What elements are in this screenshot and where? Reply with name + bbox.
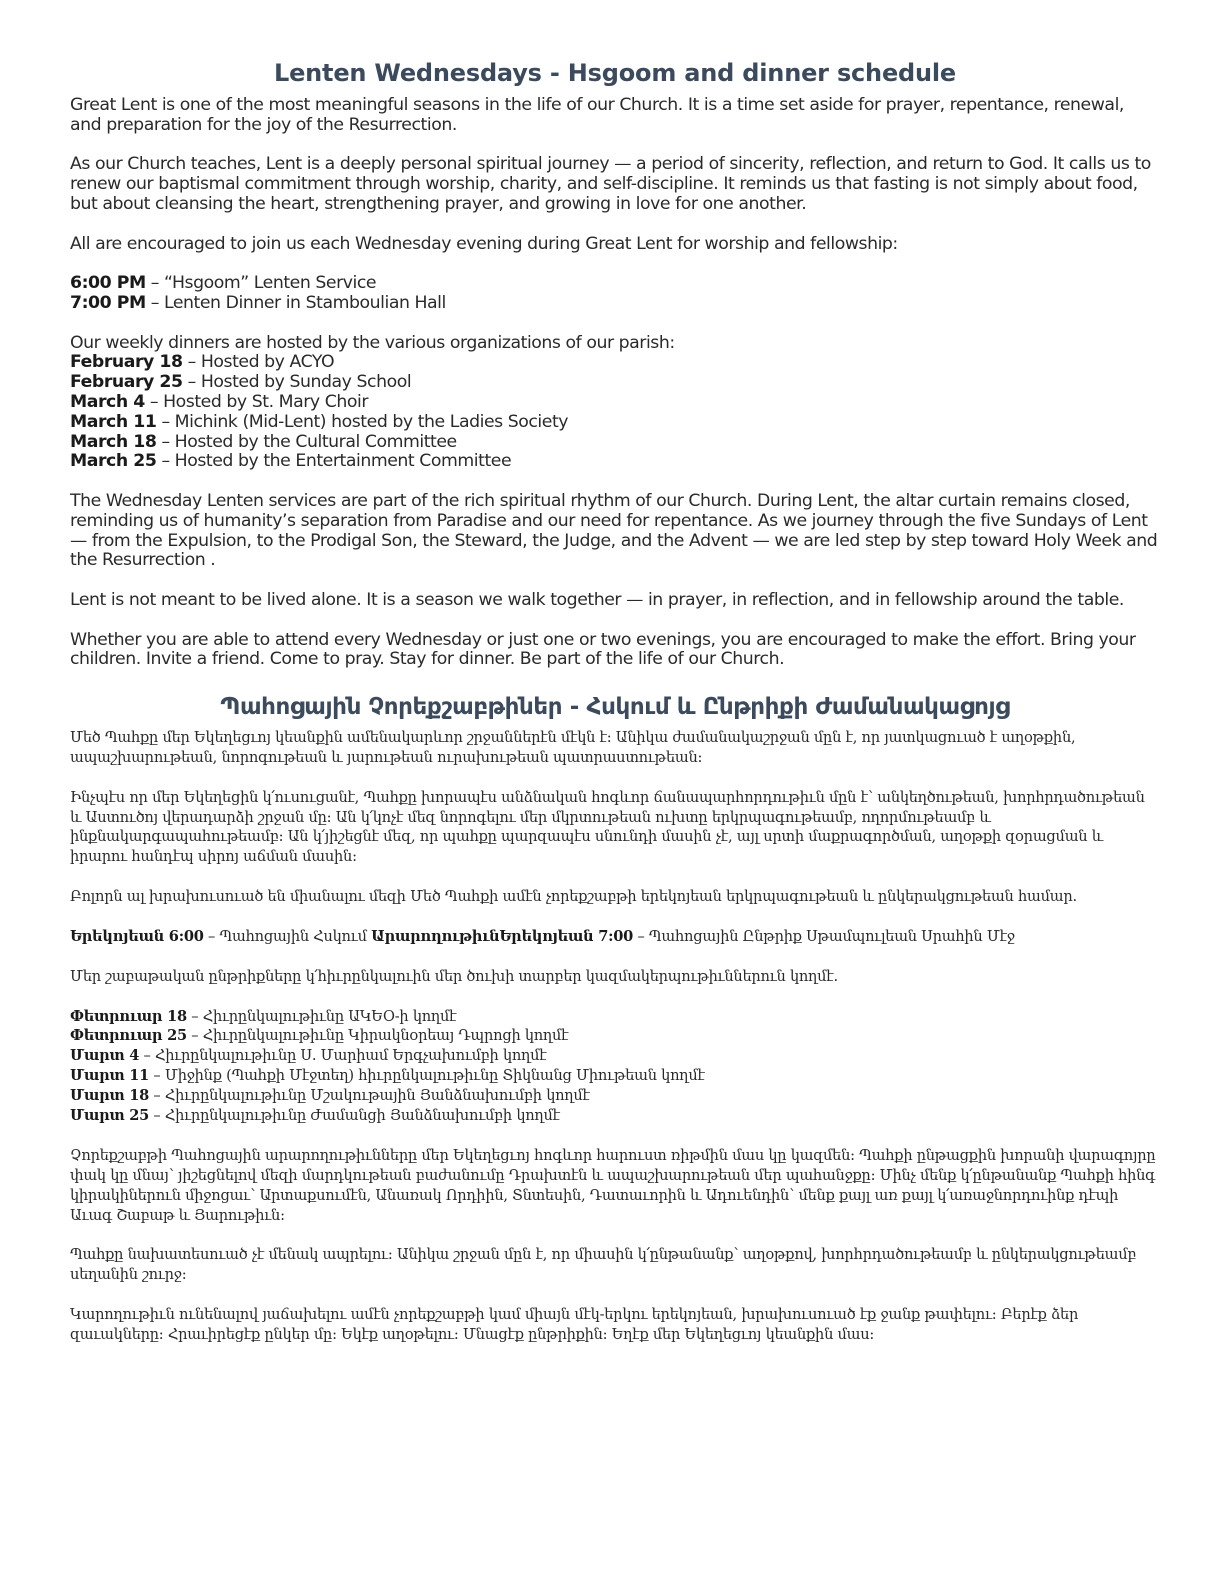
english-invitation: All are encouraged to join us each Wednesday evening during Great Lent for worship and fellowship: <box>70 233 898 254</box>
service-time: ԱրարողութիւնԵրեկոյեան 7:00 <box>371 927 634 945</box>
service-time-row <box>70 294 1160 314</box>
dinner-date: March 4 <box>70 391 145 412</box>
dinner-host: – Hosted by the Entertainment Committee <box>156 451 512 472</box>
dinner-host: – Hosted by ACYO <box>182 352 335 373</box>
dinner-row <box>70 393 1160 413</box>
armenian-rhythm: Չորեքշաբթի Պահոցային արարողութիւնները մեր Եկեղեցւոյ հոգևոր հարուստ ռիթմին մաս կը կազմեն: Պահքի ընթացքին խորանի վարագոյրը փակ կը մնայ՝ յիշեցնելով մեզի մարդկութեան բաժանումը Դրախտէն և ապաշխարութեան մեր պահանջքը: Մինչ մենք կ՛ընթանանք Պահքի հինգ կիրակիներուն միջոցաւ՝ Արտաքսումէն, Անառակ Որդիին, Տնտեսին, Դատաւորին և Ադուենդին՝ մենք քայլ առ քայլ կ՛առաջնորդուինք դէպի Աւագ Շաբաթ և Յարութիւն: <box>70 1146 1156 1224</box>
dinner-row <box>70 1046 1160 1066</box>
dinner-date: March 25 <box>70 451 157 472</box>
english-rhythm: The Wednesday Lenten services are part of the rich spiritual rhythm of our Church. During Lent, the altar curtain remains closed, reminding us of humanity’s separation from Paradise and our need for repentance. As we journey through the five Sundays of Lent — from the Expulsion, to the Prodigal Son, the Steward, the Judge, and the Advent — we are led step by step toward Holy Week and the Resurrection . <box>70 490 1158 571</box>
service-time: Երեկոյեան 6:00 <box>70 927 204 945</box>
dinner-date: Մարտ 18 <box>70 1087 150 1105</box>
dinner-date: Մարտ 11 <box>70 1067 150 1085</box>
dinner-row <box>70 353 1160 373</box>
document-page <box>70 56 1160 1365</box>
armenian-section <box>70 728 1160 1345</box>
dinner-date: February 25 <box>70 372 183 393</box>
armenian-title: Պահոցային Չորեքշաբթիներ - Հսկում և Ընթրիքի Ժամանակացոյց <box>220 693 1010 720</box>
dinners-intro: Our weekly dinners are hosted by the various organizations of our parish: <box>70 332 675 353</box>
armenian-teaching: Ինչպէս որ մեր Եկեղեցին կ՛ուսուցանէ, Պահքը խորապէս անձնական հոգևոր ճանապարհորդութիւն մըն է՝ անկեղծութեան, խորհրդածութեան և Աստուծոյ վերադարձի շրջան մը: Ան կ՛կոչէ մեզ նորոգելու մեր մկրտութեան ուխտը երկրպագութեամբ, ողորմութեամբ և ինքնակարգապահութեամբ: Ան կ՛յիշեցնէ մեզ, որ պահքը պարզապէս սնունդի մասին չէ, այլ սրտի մաքրագործման, աղօթքի զօրացման և իրարու հանդէպ սիրոյ աճման մասին: <box>70 788 1145 866</box>
dinner-host: – Hosted by Sunday School <box>182 372 412 393</box>
dinner-host: – Միջինք (Պահքի Մէջտեղ) հիւրընկալութիւնը Տիկնանց Միութեան կողմէ <box>149 1067 705 1085</box>
armenian-dinner-schedule <box>70 1007 1160 1126</box>
service-time: 6:00 PM <box>70 273 146 294</box>
dinner-row <box>70 1086 1160 1106</box>
dinner-row <box>70 413 1160 433</box>
dinner-row <box>70 1026 1160 1046</box>
dinner-date: Մարտ 25 <box>70 1107 150 1125</box>
armenian-intro: Մեծ Պահքը մեր Եկեղեցւոյ կեանքին ամենակարևոր շրջաններէն մէկն է: Անիկա ժամանակաշրջան մըն է, որ յատկացուած է աղօթքին, ապաշխարութեան, նորոգութեան և յարութեան ուրախութեան պատրաստութեան: <box>70 728 1076 766</box>
english-intro: Great Lent is one of the most meaningful seasons in the life of our Church. It is a time set aside for prayer, repentance, renewal, and preparation for the joy of the Resurrection. <box>70 95 1124 135</box>
english-together: Lent is not meant to be lived alone. It is a season we walk together — in prayer, in reflection, and in fellowship around the table. <box>70 589 1124 610</box>
armenian-invitation: Բոլորն ալ խրախուսուած են միանալու մեզի Մեծ Պահքի ամէն չորեքշաբթի երեկոյեան երկրպագութեան և ընկերակցութեան համար. <box>70 888 1077 906</box>
dinner-host: – Հիւրընկալութիւնը Մշակութային Յանձնախումբի կողմէ <box>149 1087 590 1105</box>
english-section <box>70 96 1160 670</box>
dinner-date: Մարտ 4 <box>70 1047 140 1065</box>
english-closing: Whether you are able to attend every Wednesday or just one or two evenings, you are encouraged to make the effort. Bring your children. Invite a friend. Come to pray. Stay for dinner. Be part of the life of our Church. <box>70 629 1136 670</box>
armenian-service-times <box>70 927 1160 947</box>
service-time-row <box>70 274 1160 294</box>
dinner-host: – Հիւրընկալութիւնը Ս. Մարիամ Երգչախումբի կողմէ <box>139 1047 547 1065</box>
english-title: Lenten Wednesdays - Hsgoom and dinner schedule <box>273 59 956 87</box>
dinner-host: – Հիւրընկալութիւնը Ժամանցի Յանձնախումբի կողմէ <box>149 1107 560 1125</box>
service-desc: – Պահոցային Ընթրիք Սթամպուլեան Սրահին Մէջ <box>633 927 1015 945</box>
armenian-dinners-intro: Մեր շաբաթական ընթրիքները կ՛հիւրընկալուին մեր ծուխի տարբեր կազմակերպութիւններուն կողմէ. <box>70 967 838 985</box>
dinner-date: Փետրուար 25 <box>70 1027 187 1045</box>
dinner-row <box>70 1066 1160 1086</box>
dinner-host: – Հիւրընկալութիւնը Կիրակնօրեայ Դպրոցի կողմէ <box>186 1027 569 1045</box>
english-service-times <box>70 274 1160 314</box>
service-desc: – Lenten Dinner in Stamboulian Hall <box>145 292 446 313</box>
service-time: 7:00 PM <box>70 292 146 313</box>
english-dinner-schedule <box>70 334 1160 473</box>
dinner-date: March 11 <box>70 411 157 432</box>
dinner-row <box>70 1007 1160 1027</box>
dinner-row <box>70 373 1160 393</box>
dinner-host: – Hosted by St. Mary Choir <box>144 391 368 412</box>
dinner-host: – Hosted by the Cultural Committee <box>156 431 457 452</box>
dinner-date: March 18 <box>70 431 157 452</box>
dinner-row <box>70 1106 1160 1126</box>
dinner-row <box>70 433 1160 453</box>
dinner-date: February 18 <box>70 352 183 373</box>
armenian-together: Պահքը նախատեսուած չէ մենակ ապրելու: Անիկա շրջան մըն է, որ միասին կ՛ընթանանք՝ աղօթքով, խորհրդածութեամբ և ընկերակցութեամբ սեղանին շուրջ: <box>70 1246 1137 1284</box>
service-desc: – Պահոցային Հսկում <box>203 927 372 945</box>
dinner-date: Փետրուար 18 <box>70 1007 187 1025</box>
dinner-row <box>70 452 1160 472</box>
dinner-host: – Հիւրընկալութիւնը ԱԿԵՕ-ի կողմէ <box>186 1007 457 1025</box>
english-teaching: As our Church teaches, Lent is a deeply personal spiritual journey — a period of sincerity, reflection, and return to God. It calls us to renew our baptismal commitment through worship, charity, and self-discipline. It reminds us that fasting is not simply about food, but about cleansing the heart, strengthening prayer, and growing in love for one another. <box>70 154 1151 214</box>
service-desc: – “Hsgoom” Lenten Service <box>145 273 377 294</box>
armenian-closing: Կարողութիւն ունենալով յաճախելու ամէն չորեքշաբթի կամ միայն մէկ-երկու երեկոյեան, խրախուսուած էք ջանք թափելու: Բերէք ձեր զաւակները: Հրաւիրեցէք ընկեր մը: Եկէք աղօթելու: Մնացէք ընթրիքին: Եղէք մեր Եկեղեցւոյ կեանքին մաս: <box>70 1306 1079 1343</box>
dinner-host: – Michink (Mid-Lent) hosted by the Ladies Society <box>156 411 569 432</box>
